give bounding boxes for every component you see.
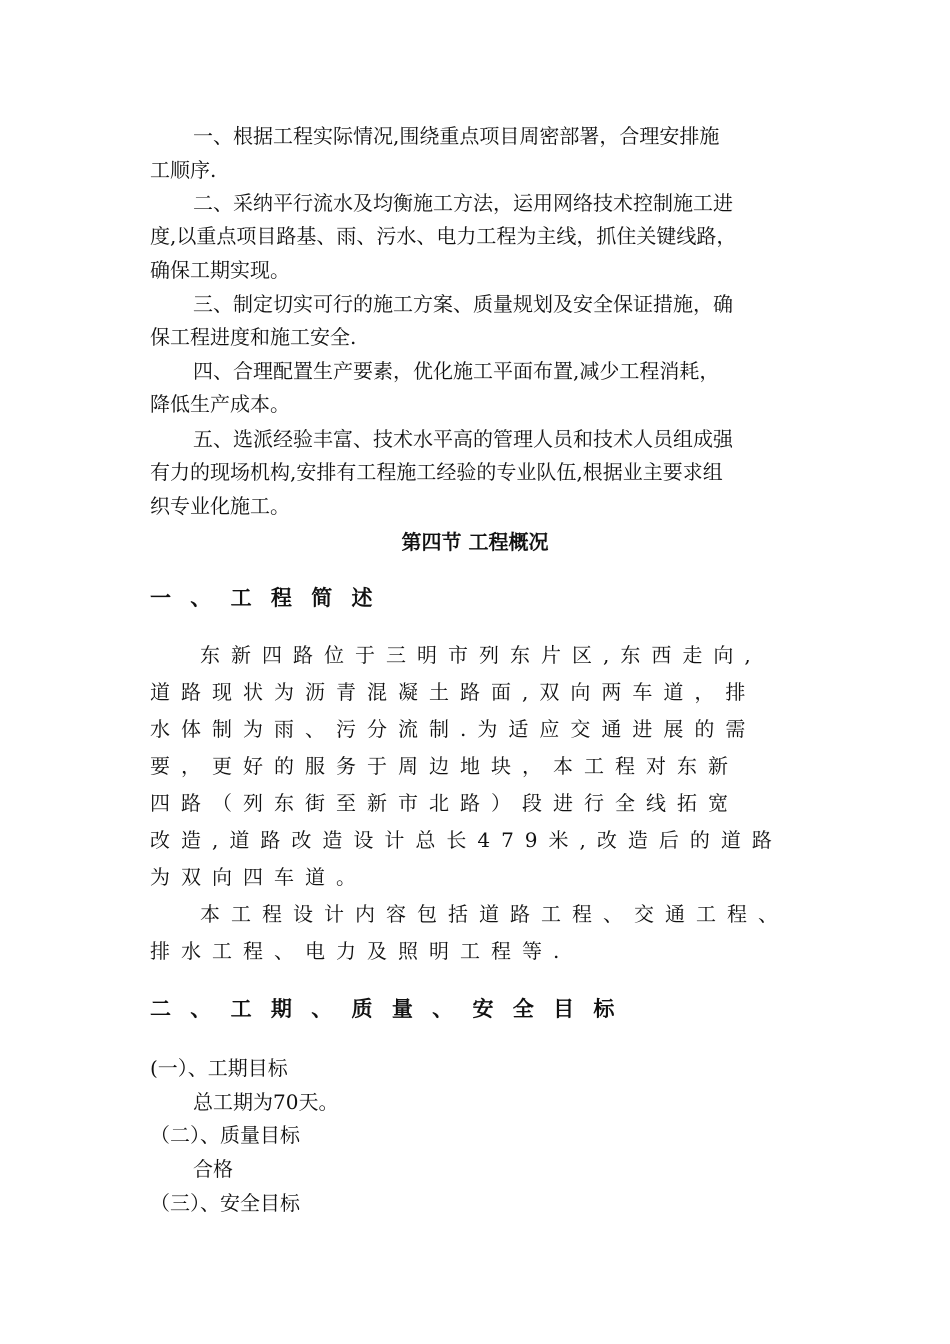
section-title: 第四节 工程概况 — [401, 530, 549, 554]
goal-item: （二）、质量目标 — [150, 1123, 300, 1147]
paragraph-line: 四、合理配置生产要素，优化施工平面布置,减少工程消耗， — [193, 359, 720, 383]
paragraph-line: 二、采纳平行流水及均衡施工方法，运用网络技术控制施工进 — [193, 191, 733, 215]
goal-item: 总工期为70天。 — [193, 1090, 339, 1114]
goal-item: (一）、工期目标 — [150, 1056, 288, 1080]
overview-line: 排水工程、电力及照明工程等. — [150, 939, 571, 963]
overview-line: 水体制为雨、污分流制.为适应交通进展的需 — [150, 717, 757, 741]
overview-line: 为双向四车道。 — [150, 865, 367, 889]
overview-line: 要，更好的服务于周边地块，本工程对东新 — [150, 754, 739, 778]
paragraph-line: 确保工期实现。 — [150, 258, 290, 282]
paragraph-line: 工顺序. — [150, 158, 217, 182]
goal-item: 合格 — [193, 1157, 233, 1181]
goals-heading: 二 、 工 期 、 质 量 、 安 全 目 标 — [150, 997, 621, 1021]
overview-heading: 一 、 工 程 简 述 — [150, 586, 379, 610]
paragraph-line: 三、制定切实可行的施工方案、质量规划及安全保证措施，确 — [193, 292, 733, 316]
overview-line: 东新四路位于三明市列东片区,东西走向, — [200, 643, 762, 667]
paragraph-line: 织专业化施工。 — [150, 494, 290, 518]
paragraph-line: 度,以重点项目路基、雨、污水、电力工程为主线，抓住关键线路， — [150, 224, 737, 248]
overview-line: 四路（列东街至新市北路）段进行全线拓宽 — [150, 791, 739, 815]
overview-line: 本工程设计内容包括道路工程、交通工程、 — [200, 902, 789, 926]
paragraph-line: 降低生产成本。 — [150, 392, 290, 416]
overview-line: 道路现状为沥青混凝土路面,双向两车道，排 — [150, 680, 757, 704]
paragraph-line: 一、根据工程实际情况,围绕重点项目周密部署，合理安排施 — [193, 124, 720, 148]
overview-line: 改造,道路改造设计总长479米,改造后的道路 — [150, 828, 783, 852]
paragraph-line: 保工程进度和施工安全. — [150, 325, 357, 349]
paragraph-line: 五、选派经验丰富、技术水平高的管理人员和技术人员组成强 — [193, 427, 733, 451]
paragraph-line: 有力的现场机构,安排有工程施工经验的专业队伍,根据业主要求组 — [150, 460, 723, 484]
goal-item: （三）、安全目标 — [150, 1191, 300, 1215]
